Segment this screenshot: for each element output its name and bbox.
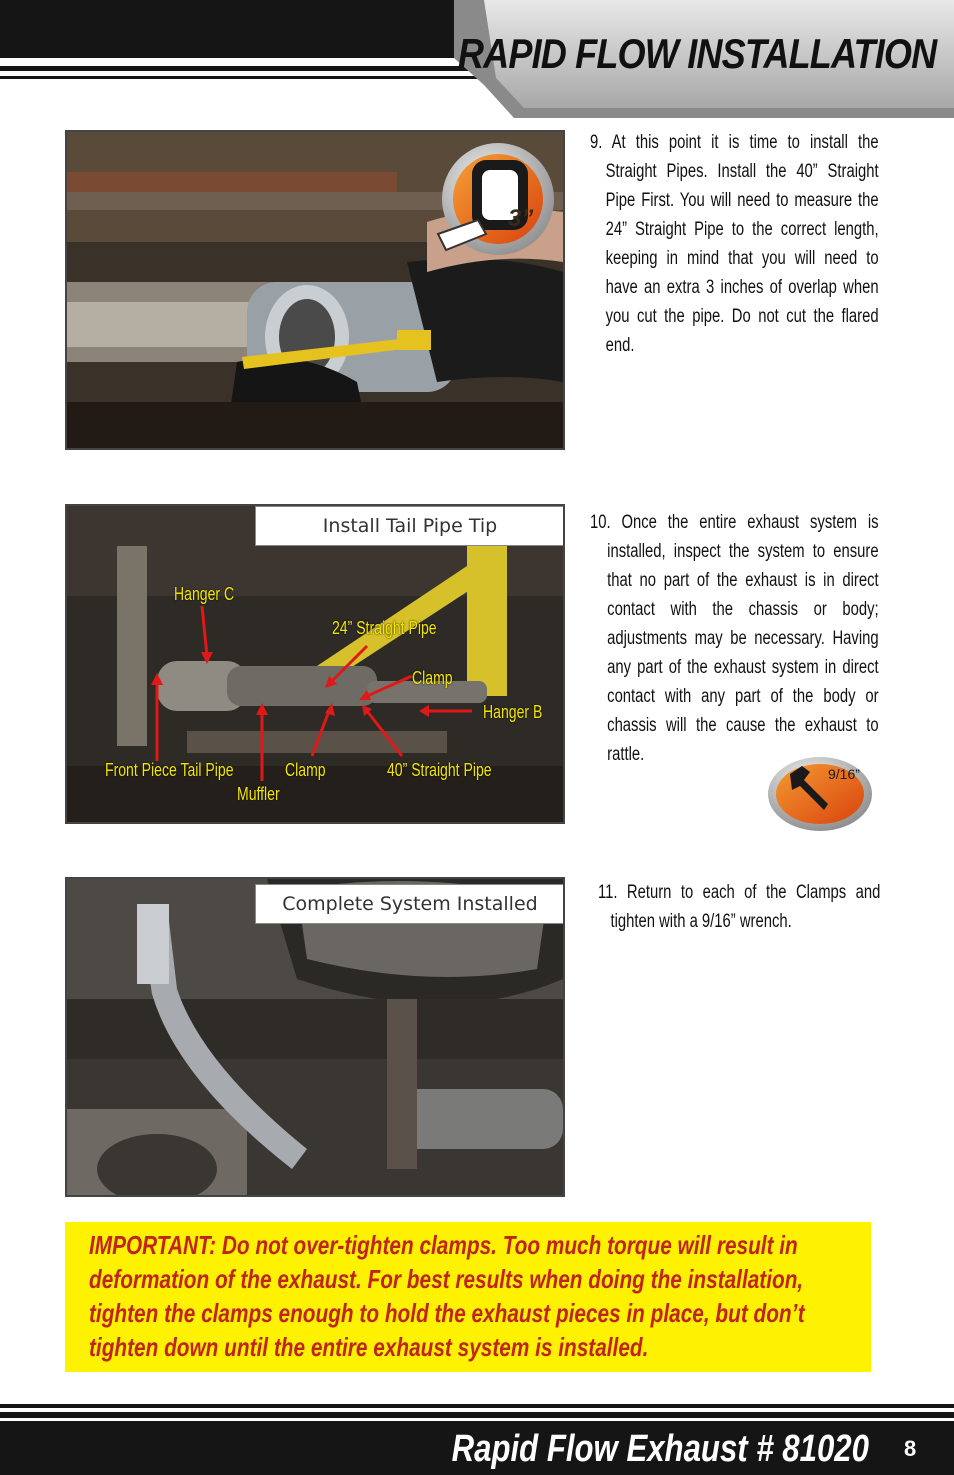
callout-hanger-b: Hanger B <box>483 702 543 722</box>
callout-front-piece-tail-pipe: Front Piece Tail Pipe <box>105 760 234 780</box>
tape-measure-icon <box>428 134 558 264</box>
wrench-icon <box>766 756 874 832</box>
photo-label-install-tail-pipe: Install Tail Pipe Tip <box>255 506 565 546</box>
important-notice-text: IMPORTANT: Do not over-tighten clamps. Too much torque will result in deformation of the exhaust. For best results when doing the installation, tighten the clamps enough to hold the exhaust pieces in place, but don’t tighten down until the entire exhaust system is installed. <box>89 1230 805 1362</box>
callout-clamp-top: Clamp <box>412 668 453 688</box>
footer-product-title: Rapid Flow Exhaust # 81020 <box>451 1428 869 1470</box>
photo-complete-system-image <box>67 879 563 1195</box>
page-number: 8 <box>904 1436 917 1461</box>
photo-complete-system <box>65 877 565 1197</box>
callout-40-straight-pipe: 40” Straight Pipe <box>387 760 492 780</box>
callout-hanger-c: Hanger C <box>174 584 235 604</box>
page-title: RAPID FLOW INSTALLATION <box>457 30 936 77</box>
important-notice <box>65 1222 871 1372</box>
footer-stripe <box>0 1412 954 1418</box>
callout-24-straight-pipe: 24” Straight Pipe <box>332 618 437 638</box>
callout-muffler: Muffler <box>237 784 280 804</box>
step-10-text: 10. Once the entire exhaust system is installed, inspect the system to ensure that no part of the exhaust is in direct contact with the chassis or body; adjustments may be necessary. Having any part of the exhaust system in direct contact with any part of the body or chassis will the cause the exhaust to rattle. <box>590 512 879 765</box>
photo-label-complete-system: Complete System Installed <box>255 884 565 924</box>
photo-tail-pipe-tip <box>65 504 565 824</box>
wrench-size-label: 9/16” <box>828 766 860 782</box>
step-9-text: 9. At this point it is time to install the Straight Pipes. Install the 40” Straight Pipe First. You will need to measure the 24” Straight Pipe to the correct length, keeping in mind that you will need to have an extra 3 inches of overlap when you cut the pipe. Do not cut the flared end. <box>590 132 879 356</box>
step-11-text: 11. Return to each of the Clamps and tighten with a 9/16” wrench. <box>598 882 881 932</box>
footer-stripe <box>0 1404 954 1408</box>
callout-clamp-bottom: Clamp <box>285 760 326 780</box>
tape-measure-label: 3” <box>508 205 534 232</box>
